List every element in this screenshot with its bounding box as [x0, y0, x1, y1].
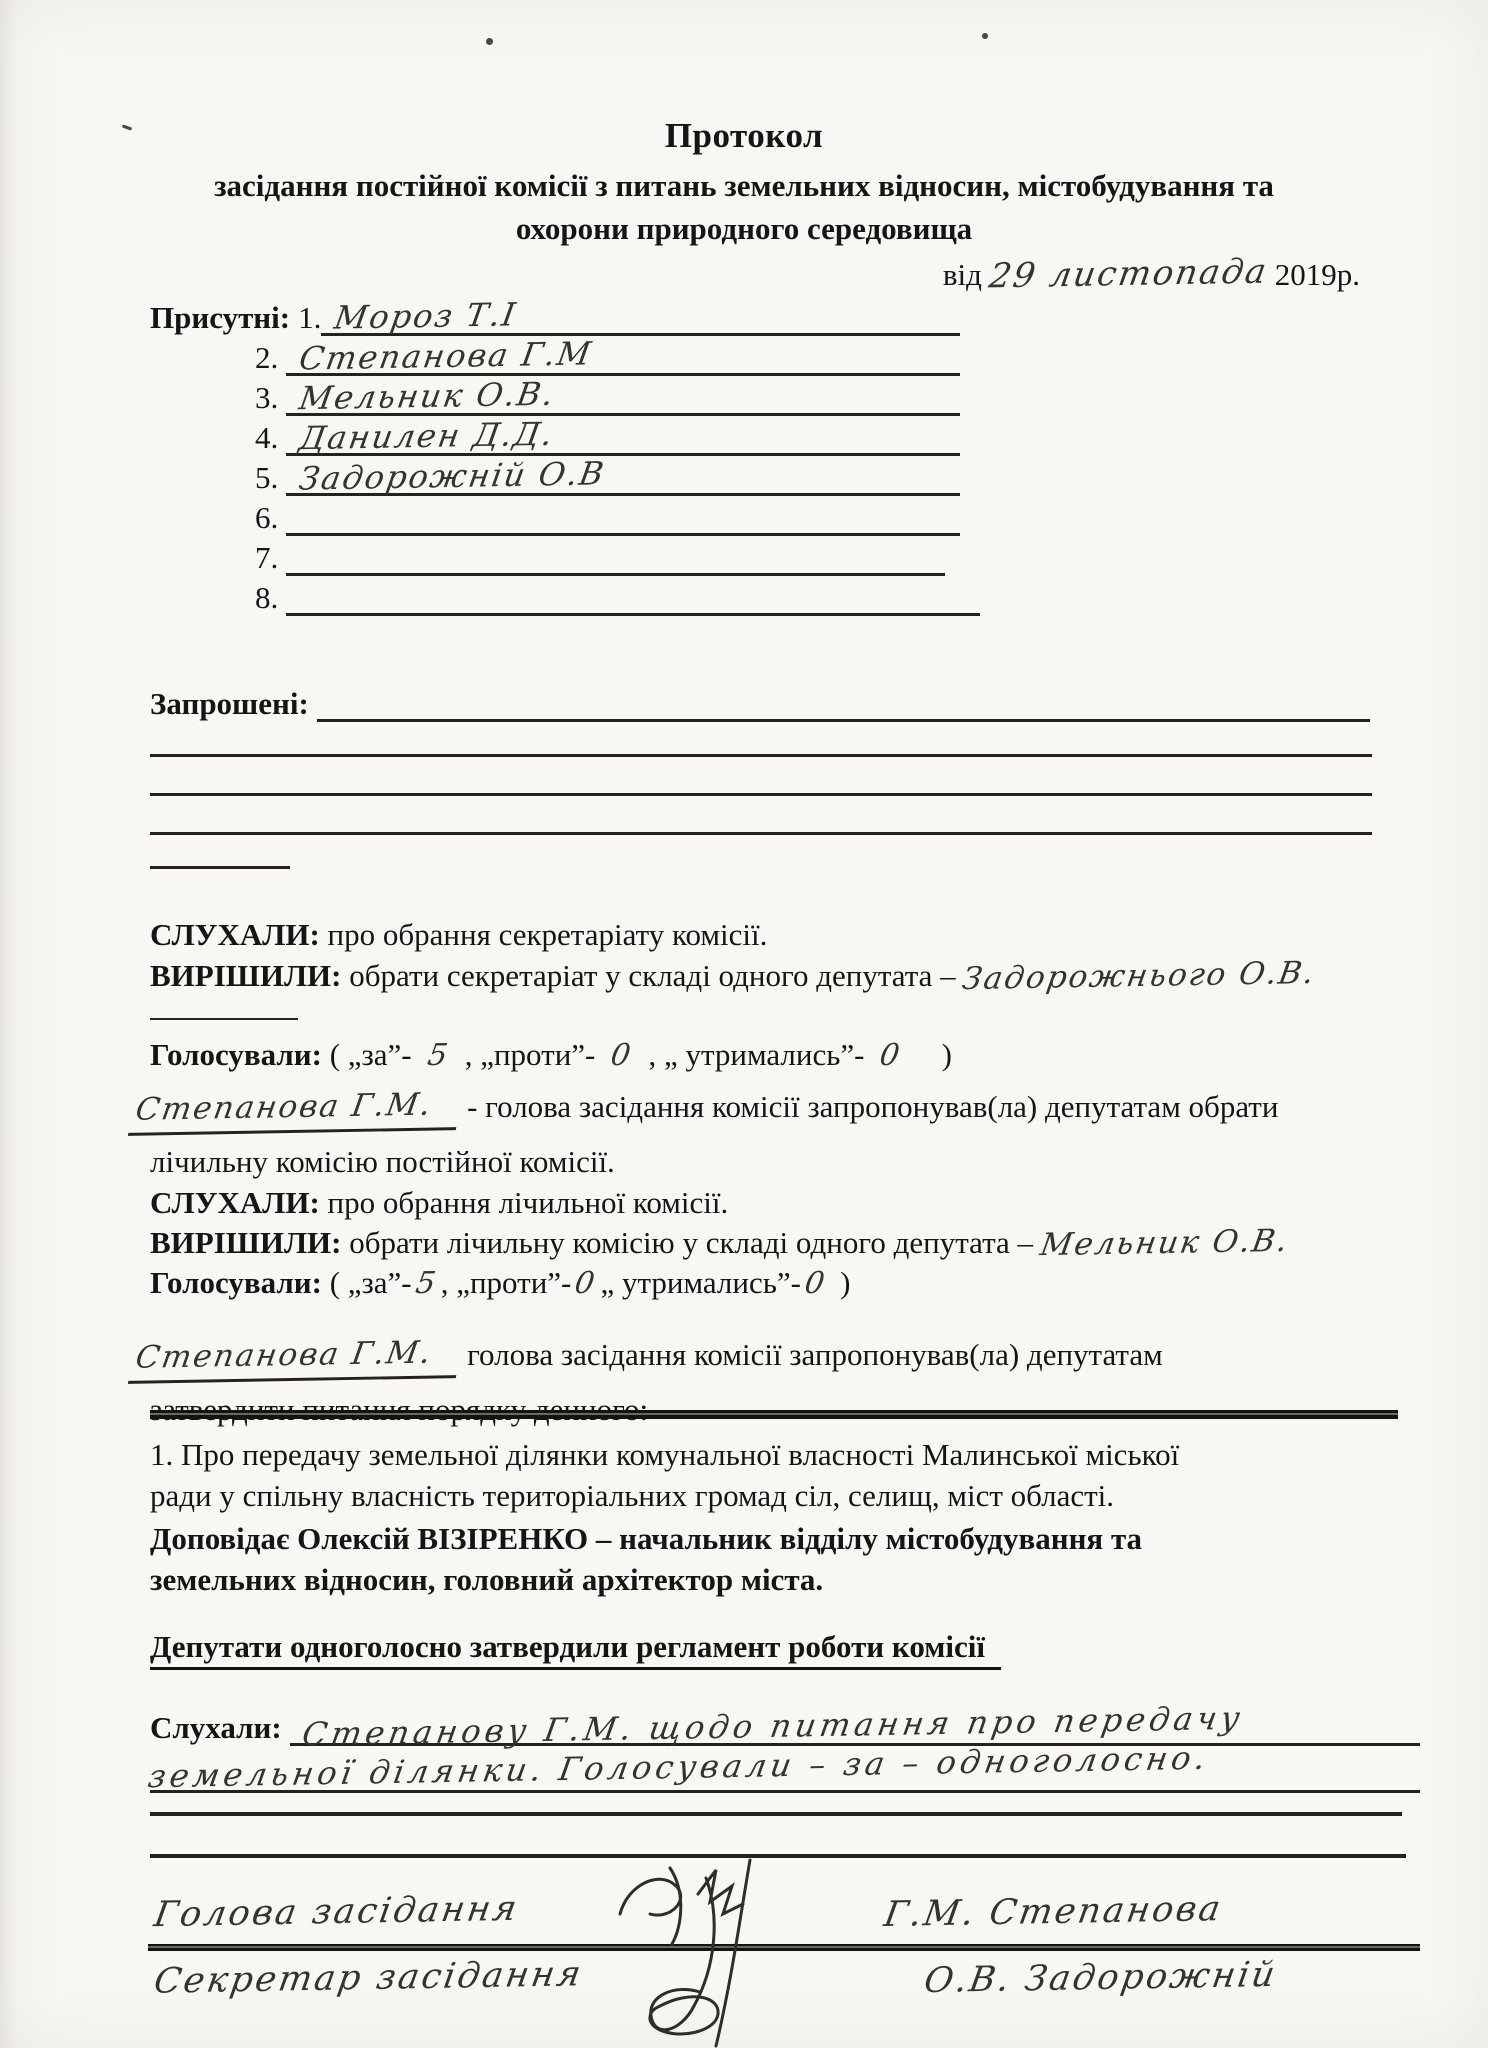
subtitle-line-1: засідання постійної комісії з питань земельних відносин, містобудування та: [214, 168, 1274, 203]
attendee-line: [286, 413, 960, 456]
agenda-intro-line1: [132, 1334, 1412, 1381]
attendee-row: [255, 416, 960, 456]
attendee-row: [255, 376, 960, 416]
date-year: 2019р.: [1274, 257, 1360, 292]
decided-secretariat-line: [150, 954, 1319, 998]
section-divider-rule: [150, 1410, 1398, 1419]
heard-label: СЛУХАЛИ:: [150, 917, 320, 952]
blank-line: [150, 1812, 1402, 1816]
decided-label: ВИРІШИЛИ:: [150, 1225, 342, 1260]
attendee-name-handwritten: Мельник О.В.: [296, 374, 559, 418]
attendee-number: 6.: [255, 500, 279, 535]
chair-name-handwritten: Г.М. Степанова: [881, 1889, 1226, 1935]
resolution-line: [150, 1626, 1001, 1667]
attendee-number: 4.: [255, 420, 279, 455]
page-title: Протокол: [664, 116, 824, 155]
attendee-name-handwritten: Задорожній О.В: [296, 454, 609, 498]
blank-line: [150, 793, 1372, 796]
invited-blank-line: [317, 681, 1370, 722]
vote-text: ( „за”-: [329, 1037, 412, 1072]
attendee-number: 5.: [255, 460, 279, 495]
vote-abstain-handwritten: 0: [802, 1265, 829, 1302]
attendee-name-handwritten: Мороз Т.І: [332, 295, 521, 337]
vote-for-handwritten: 5: [424, 1037, 452, 1074]
blank-line-short: [150, 1018, 298, 1020]
attendee-line: [286, 373, 960, 416]
date-prefix: від: [942, 257, 982, 292]
chair-role-handwritten: Голова засідання: [151, 1888, 522, 1936]
decided-name-handwritten: Мельник О.В.: [1037, 1222, 1292, 1264]
final-heard-handwritten-line1: Степанову Г.М. щодо питання про передачу: [299, 1698, 1247, 1754]
heard-text: про обрання лічильної комісії.: [327, 1185, 729, 1220]
vote-text: , „проти”-: [440, 1265, 572, 1300]
vote-text: ): [840, 1265, 851, 1300]
attendee-row: [255, 536, 945, 576]
date-line: [942, 251, 1360, 297]
invited-row: [150, 684, 1370, 722]
scan-speck: [486, 38, 493, 45]
attendee-line: [286, 453, 960, 496]
vote-against-handwritten: 0: [608, 1037, 636, 1074]
attendee-number: 3.: [255, 380, 279, 415]
vote-text: „ утримались”-: [600, 1265, 801, 1300]
vote-against-handwritten: 0: [572, 1265, 600, 1302]
secretary-role-handwritten: Секретар засідання: [151, 1954, 586, 2002]
counting-intro-text: - голова засідання комісії запропонував(ла) депутатам обрати: [467, 1089, 1279, 1124]
attendee-number: 8.: [255, 580, 279, 615]
decided-text: обрати секретаріат у складі одного депутата –: [349, 958, 956, 993]
secretary-name-handwritten: О.В. Задорожній: [921, 1954, 1280, 2002]
attendee-number: 7.: [255, 540, 279, 575]
vote-text: ( „за”-: [329, 1265, 412, 1300]
agenda-item-line1: 1. Про передачу земельної ділянки комунальної власності Малинської міської: [150, 1437, 1180, 1472]
heard-text: про обрання секретаріату комісії.: [327, 917, 768, 952]
agenda-item-line2: ради у спільну власність територіальних громад сіл, селищ, міст області.: [150, 1478, 1115, 1513]
attendee-row: [150, 296, 960, 336]
vote-label: Голосували:: [150, 1265, 322, 1300]
attendee-name-handwritten: Данилен Д.Д.: [296, 414, 558, 458]
blank-line-short: [150, 866, 290, 869]
vote-text: , „ утримались”-: [648, 1037, 865, 1072]
final-heard-line: [145, 1738, 1420, 1796]
attendee-row: [255, 456, 960, 496]
speaker-line1: Доповідає Олексій ВІЗІРЕНКО – начальник відділу містобудування та: [150, 1521, 1143, 1556]
speaker-line2: земельних відносин, головний архітектор міста.: [150, 1562, 824, 1597]
chair-name-handwritten: Степанова Г.М.: [128, 1084, 464, 1136]
vote-abstain-handwritten: 0: [877, 1037, 905, 1074]
scan-speck: [982, 33, 988, 39]
attendee-number: 2.: [255, 340, 279, 375]
attendee-number: 1.: [298, 300, 322, 335]
attendees-label: Присутні:: [150, 300, 291, 335]
attendee-row: [255, 576, 980, 616]
invited-label: Запрошені:: [150, 686, 309, 721]
vote-counting-line: [150, 1262, 850, 1304]
attendee-line: [286, 533, 945, 576]
date-handwritten: 29 листопада: [986, 251, 1271, 297]
vote-for-handwritten: 5: [412, 1265, 440, 1302]
blank-line: [150, 754, 1372, 757]
final-heard-handwritten-line2: земельної ділянки. Голосували – за – одноголосно.: [145, 1738, 1213, 1796]
attendee-line: [286, 333, 960, 376]
chair-name-handwritten: Степанова Г.М.: [128, 1332, 464, 1384]
decided-label: ВИРІШИЛИ:: [150, 958, 342, 993]
heard-counting-line: [150, 1182, 728, 1223]
signature-scribble: [598, 1856, 868, 2048]
attendee-line: [321, 293, 960, 336]
vote-text: , „проти”-: [464, 1037, 596, 1072]
heard-label: СЛУХАЛИ:: [150, 1185, 320, 1220]
subtitle-line-2: охорони природного середовища: [515, 211, 973, 246]
attendee-row: [255, 336, 960, 376]
vote-label: Голосували:: [150, 1037, 322, 1072]
attendee-line: [286, 493, 960, 536]
heard-secretariat-line: [150, 914, 767, 955]
resolution-text: Депутати одноголосно затвердили регламент роботи комісії: [150, 1629, 1001, 1670]
counting-intro-line1: [132, 1086, 1392, 1133]
attendee-name-handwritten: Степанова Г.М: [296, 334, 596, 378]
decided-name-handwritten: Задорожнього О.В.: [960, 954, 1319, 998]
attendee-row: [255, 496, 960, 536]
decided-counting-line: [150, 1222, 1292, 1264]
counting-intro-line2: лічильну комісію постійної комісії.: [150, 1144, 615, 1179]
vote-text: ): [941, 1037, 952, 1072]
attendee-line: [286, 573, 980, 616]
agenda-intro-text: голова засідання комісії запропонував(ла) депутатам: [467, 1337, 1163, 1372]
final-heard-line: [290, 1698, 1420, 1754]
vote-secretariat-line: [150, 1034, 952, 1076]
blank-line: [150, 832, 1372, 835]
final-heard-row: [150, 1698, 1420, 1754]
heard-label: Слухали:: [150, 1710, 282, 1745]
decided-text: обрати лічильну комісію у складі одного депутата –: [349, 1225, 1034, 1260]
